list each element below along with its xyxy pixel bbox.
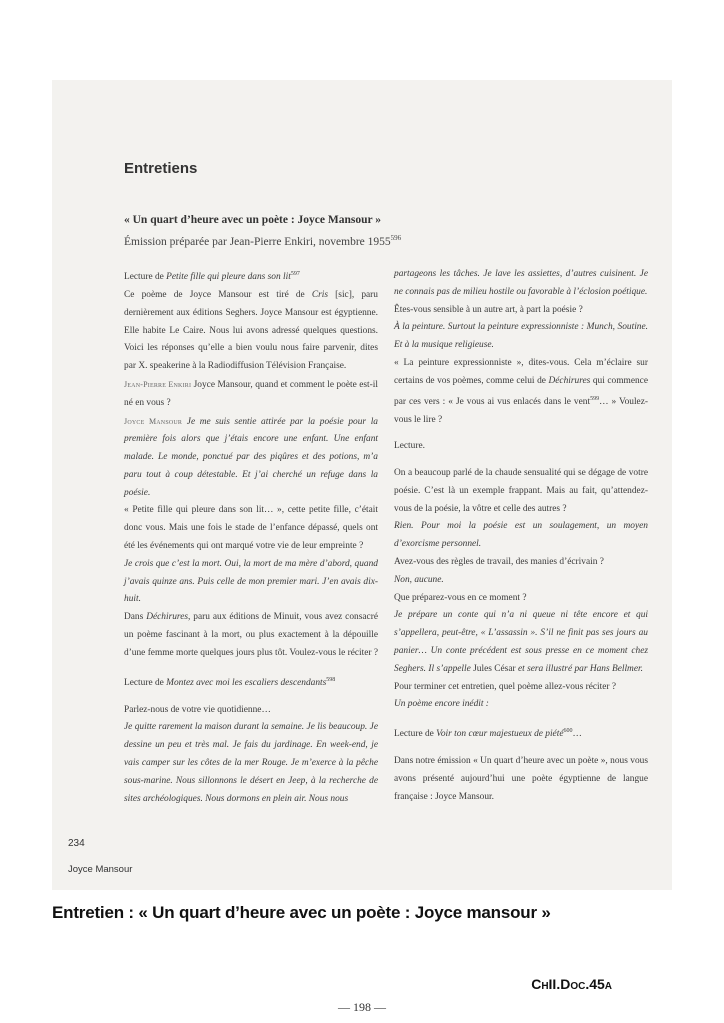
running-footer: Joyce Mansour xyxy=(68,864,133,875)
paragraph: Dans notre émission « Un quart d’heure avec un poète », nous vous avons présenté aujourd’hui une poète égyptienne de langue française : Joyce Mansour. xyxy=(394,756,648,802)
paragraph: Je crois que c’est la mort. Oui, la mort de ma mère d’abord, quand j’avais quinze ans. Puis celle de mon premier mari. J’en avais dix-huit. xyxy=(124,558,378,605)
paragraph: Lecture de Montez avec moi les escaliers descendants$^{598}$ xyxy=(124,676,336,688)
scanned-page xyxy=(52,80,672,890)
footer-page-number: — 198 — xyxy=(338,1000,386,1014)
paragraph: Dans Déchirures, paru aux éditions de Minuit, vous avez consacré un poème fascinant à la mort, ou plus exactement à la dépouille d’une femme morte quelques jours plus tôt. Voulez-vous le réciter ? xyxy=(124,612,379,658)
paragraph: Ce poème de Joyce Mansour est tiré de Cris [sic], paru dernièrement aux éditions Seghers. Joyce Mansour est égyptienne. Elle habite Le Caire. Nous lui avons adressé quelques questions. Voici les réponses qu’elle a bien voulu nous faire parvenir, dites par X. speakerine à la Radiodiffusion Télévision Française. xyxy=(124,289,378,372)
document-caption: Entretien : « Un quart d’heure avec un poète : Joyce mansour » xyxy=(52,903,551,922)
paragraph: Jean-Pierre Enkiri Joyce Mansour, quand et comment le poète est-il né en vous ? xyxy=(124,379,378,408)
page-number: 234 xyxy=(68,838,85,849)
paragraph: Je quitte rarement la maison durant la semaine. Je lis beaucoup. Je dessine un peu et très mal. Je fais du jardinage. En week-end, je vais camper sur les côtes de la mer Rouge. Je m’exerce à la pêche sous-marine. Nous sillonnons le désert en Jeep, à la recherche de sites archéologiques. Nous dormons en plein air. Nous nous xyxy=(124,722,378,804)
article-subtitle: Émission préparée par Jean-Pierre Enkiri, novembre 1955$^{596}$ xyxy=(124,234,402,248)
right-column xyxy=(394,266,648,807)
paragraph: Lecture de Voir ton cœur majestueux de piété$^{600}$… xyxy=(394,728,582,740)
paragraph: Êtes-vous sensible à un autre art, à part la poésie ? xyxy=(394,304,583,315)
document-reference: ChII.Doc.45a xyxy=(531,976,612,992)
paragraph: Lecture de Petite fille qui pleure dans son lit$^{597}$ xyxy=(124,271,300,283)
left-column xyxy=(124,266,378,808)
paragraph: Avez-vous des règles de travail, des manies d’écrivain ? xyxy=(394,557,604,568)
paragraph: « La peinture expressionniste », dites-vous. Cela m’éclaire sur certains de vos poèmes, comme celui de Déchirures qui commence par ces vers : « Je vous ai vus enlacés dans le vent$^{599}$… » Voulez-vous le lire ? xyxy=(394,357,648,425)
paragraph: Non, aucune. xyxy=(394,574,444,585)
paragraph: « Petite fille qui pleure dans son lit… », cette petite fille, c’était donc vous. Mais une fois le stade de l’enfance dépassé, quels ont été les événements qui ont marqué votre vie de leur empreinte ? xyxy=(124,505,378,552)
paragraph: partageons les tâches. Je lave les assiettes, d’autres cuisinent. Je ne connais pas de milieu hostile ou favorable à l’éclosion poétique. xyxy=(394,269,648,297)
paragraph: Rien. Pour moi la poésie est un soulagement, un moyen d’exorcisme personnel. xyxy=(394,521,648,550)
paragraph: On a beaucoup parlé de la chaude sensualité qui se dégage de votre poésie. C’est là un exemple frappant. Mais au fait, qu’attendez-vous de la poésie, la vôtre et celle des autres ? xyxy=(394,468,648,514)
paragraph: Lecture. xyxy=(394,441,425,452)
paragraph: Que préparez-vous en ce moment ? xyxy=(394,592,527,603)
paragraph: Je prépare un conte qui n’a ni queue ni tête encore et qui s’appellera, peut-être, « L’assassin ». S’il ne finit pas ses jours au panier… Un conte précédent est sous presse en ce moment chez Seghers. Il s’appelle Jules César et sera illustré par Hans Bellmer. xyxy=(394,610,648,674)
section-title: Entretiens xyxy=(124,160,198,177)
article-title: « Un quart d’heure avec un poète : Joyce Mansour » xyxy=(124,214,382,226)
paragraph: Joyce Mansour Je me suis sentie attirée par la poésie pour la première fois alors que j’étais encore une enfant. Une enfant malade. Le monde, ponctué par des piqûres et des potions, m’a paru tout à coup détestable. Et j’ai cherché un refuge dans la poésie. xyxy=(124,416,378,498)
paragraph: Un poème encore inédit : xyxy=(394,699,489,710)
paragraph: Pour terminer cet entretien, quel poème allez-vous réciter ? xyxy=(394,681,617,692)
paragraph: Parlez-nous de votre vie quotidienne… xyxy=(124,704,271,715)
paragraph: À la peinture. Surtout la peinture expressionniste : Munch, Soutine. Et à la musique religieuse. xyxy=(394,322,648,351)
